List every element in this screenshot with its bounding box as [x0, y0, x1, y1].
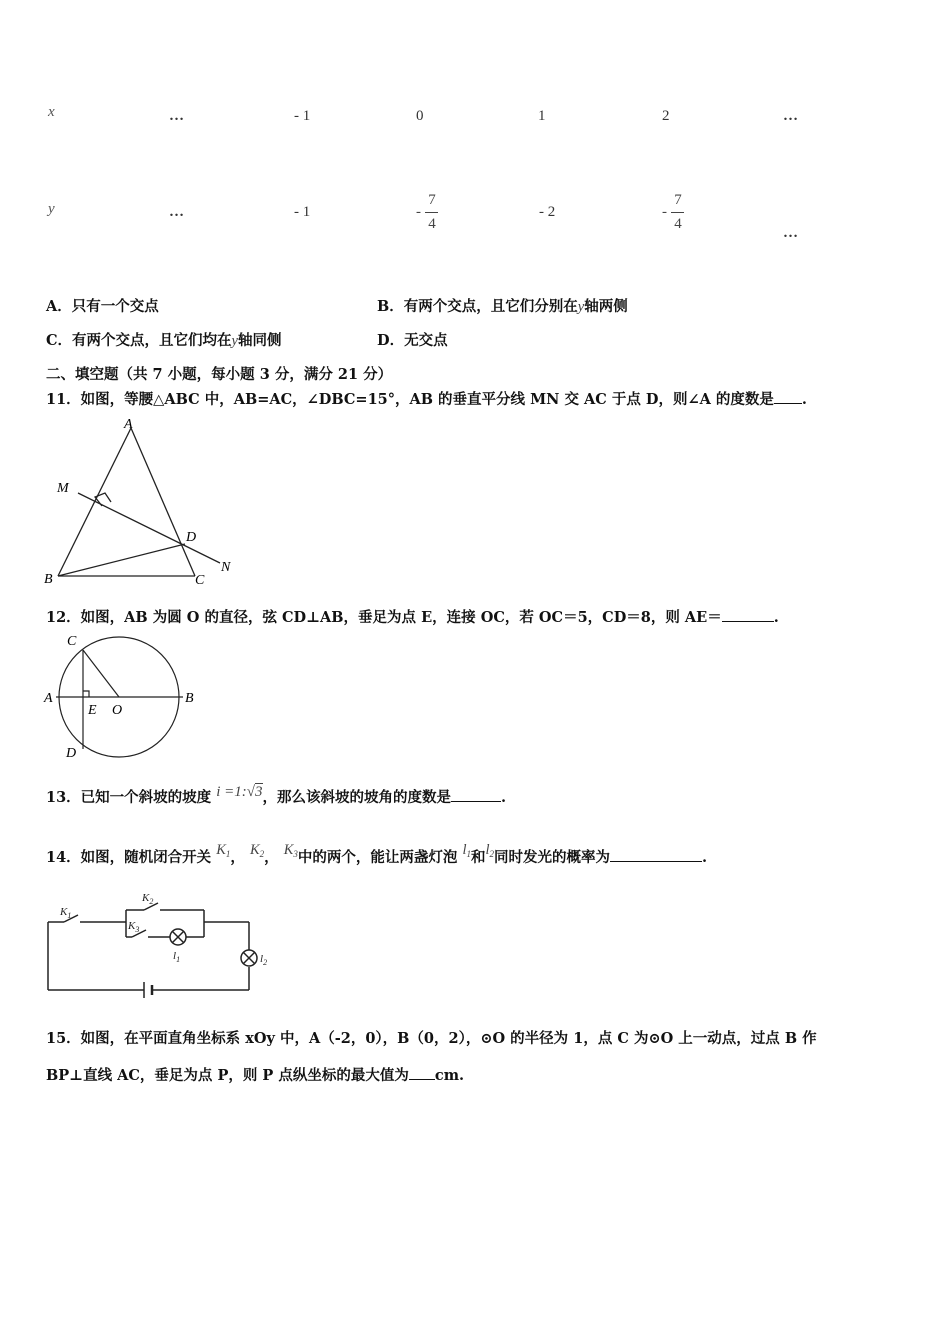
y-cell-3-fraction: - 7 4: [416, 192, 442, 238]
label-b: B: [185, 691, 194, 706]
label-c: C: [195, 573, 205, 588]
label-m: M: [57, 481, 69, 496]
label-d: D: [186, 530, 197, 545]
question-11: 11．如图，等腰△ABC 中，AB=AC，∠DBC=15°，AB 的垂直平分线 MN 交 AC 于点 D，则∠A 的度数是 .: [46, 391, 807, 408]
y-cell-4: - 2: [539, 204, 556, 220]
label-o: O: [112, 703, 123, 718]
y-cell-6: …: [783, 225, 798, 241]
switch-k3: $K_3$: [283, 842, 298, 859]
y-cell-2: - 1: [294, 204, 311, 220]
label-l1: $l_1$: [173, 950, 181, 964]
figure-circle: [40, 630, 202, 762]
label-e: E: [88, 703, 97, 718]
label-a: A: [124, 417, 133, 432]
answer-blank-14[interactable]: [610, 849, 702, 862]
figure-circuit: [40, 884, 280, 999]
option-a: A．只有一个交点: [46, 298, 159, 315]
x-cell-6: …: [783, 108, 798, 124]
side-ac: [131, 428, 195, 576]
label-a: A: [44, 691, 53, 706]
question-12: 12．如图，AB 为圆 O 的直径，弦 CD⊥AB，垂足为点 E，连接 OC，若 OC＝5，CD＝8，则 AE＝ .: [46, 609, 779, 626]
label-k2: $K_2$: [142, 892, 154, 906]
segment-oc: [83, 650, 119, 697]
switch-k1: $K_1$: [216, 842, 231, 859]
answer-blank-12[interactable]: [722, 609, 774, 622]
right-angle-mark-e: [83, 691, 89, 697]
y-label: y: [48, 201, 55, 217]
answer-blank-13[interactable]: [451, 789, 501, 802]
option-d: D．无交点: [377, 332, 448, 349]
lamp-l2: $l_2$: [485, 842, 495, 859]
question-15-line-2: BP⊥直线 AC，垂足为点 P，则 P 点纵坐标的最大值为 cm.: [46, 1067, 465, 1084]
x-cell-4: 1: [538, 108, 546, 124]
label-d: D: [66, 746, 77, 761]
figure-triangle: [40, 414, 250, 589]
question-15-line-1: 15．如图，在平面直角坐标系 xOy 中，A（-2，0），B（0，2），⊙O 的半径为 1，点 C 为⊙O 上一动点，过点 B 作: [46, 1030, 817, 1047]
label-k3: $K_3$: [128, 920, 140, 934]
x-cell-5: 2: [662, 108, 670, 124]
label-n: N: [221, 560, 231, 575]
answer-blank-11[interactable]: [774, 391, 802, 404]
x-cell-2: - 1: [294, 108, 311, 124]
x-cell-3: 0: [416, 108, 424, 124]
segment-bd: [58, 544, 185, 576]
side-ab: [58, 428, 131, 576]
label-k1: $K_1$: [60, 906, 72, 920]
label-c: C: [67, 634, 77, 649]
option-c: C．有两个交点，且它们均在y轴同侧: [46, 332, 282, 349]
label-l2: $l_2$: [260, 953, 268, 967]
question-14: 14．如图，随机闭合开关 $K_1$， $K_2$， $K_3$中的两个，能让两盏灯泡 $l_1$和$l_2$同时发光的概率为 .: [46, 842, 708, 866]
switch-k2: $K_2$: [249, 842, 265, 859]
question-13: 13．已知一个斜坡的坡度 i =1:√3，那么该斜坡的坡角的度数是 .: [46, 784, 507, 806]
lamp-l1: $l_1$: [462, 842, 471, 859]
slope-formula: i =1:√3: [216, 784, 263, 800]
y-cell-1: …: [169, 204, 184, 220]
label-b: B: [44, 572, 53, 587]
y-cell-5-fraction: - 7 4: [662, 192, 688, 238]
x-cell-1: …: [169, 108, 184, 124]
answer-blank-15[interactable]: [409, 1067, 435, 1080]
x-label: x: [48, 104, 55, 120]
section-heading: 二、填空题（共 7 小题，每小题 3 分，满分 21 分）: [46, 366, 393, 383]
option-b: B．有两个交点，且它们分别在y轴两侧: [377, 298, 628, 315]
